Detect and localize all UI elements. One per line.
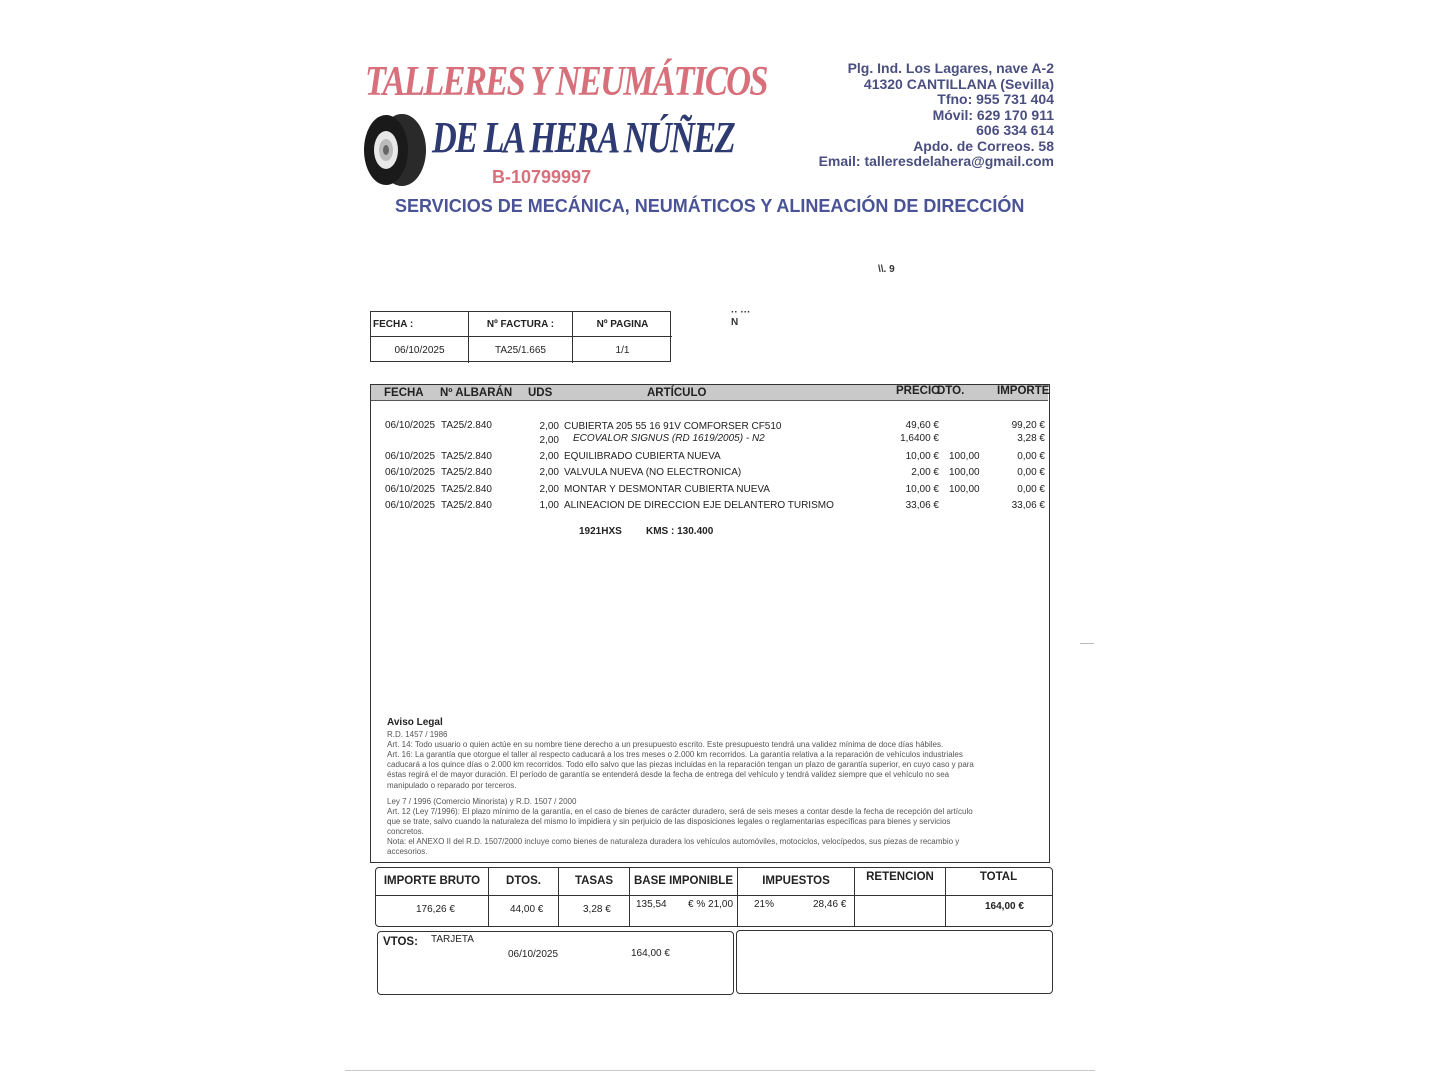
payment-date: 06/10/2025: [508, 949, 559, 960]
total-total-col: [946, 868, 1051, 926]
totals-table: [375, 867, 1053, 927]
total-header: TOTAL: [979, 871, 1018, 883]
iva-value: 28,46 €: [813, 899, 847, 910]
col-albaran: Nº ALBARÁN: [440, 387, 513, 399]
vtos-label: VTOS:: [383, 936, 418, 948]
payment-amount: 164,00 €: [631, 948, 670, 959]
legal-line: concretos.: [387, 826, 424, 836]
scan-artifact: \\. 9: [878, 264, 895, 275]
table-row: 06/10/2025 TA25/2.840 2,00 EQUILIBRADO CUBIERTA NUEVA 10,00 € 100,00 0,00 €: [385, 451, 1045, 462]
mobile-line-2: 606 334 614: [976, 122, 1054, 138]
total-impuestos-col: [738, 868, 855, 926]
address-line: 41320 CANTILLANA (Sevilla): [863, 75, 1054, 92]
legal-line: Art. 12 (Ley 7/1996): El plazo mínimo de la garantía, en el caso de bienes de carácter duradero, será de seis meses a contar desde la fecha de recepción del artículo: [387, 806, 973, 816]
col-articulo: ARTÍCULO: [647, 387, 707, 399]
company-cif: B-10799997: [492, 167, 592, 187]
legal-line: Nota: el ANEXO II del R.D. 1507/2000 incluye como bienes de naturaleza duradera los vehículos automóviles, motociclos, velocípedos, sus piezas de recambio y: [387, 837, 960, 847]
col-importe: IMPORTE: [997, 385, 1050, 397]
col-uds: UDS: [528, 387, 553, 399]
payment-method: TARJETA: [431, 934, 474, 945]
payment-due-box: [377, 931, 734, 995]
table-row: 06/10/2025 TA25/2.840 2,00 VALVULA NUEVA (NO ELECTRONICA) 2,00 € 100,00 0,00 €: [385, 467, 1045, 478]
col-dto: DTO.: [937, 385, 965, 397]
po-box-line: Apdo. de Correos. 58: [913, 137, 1054, 154]
fecha-label: FECHA :: [371, 312, 469, 337]
legal-line: caducará a los quince días o 2.000 km recorridos. Todo ello salvo que las piezas incluidas en la reparación tengan un plazo de garantía superior, en cuyo caso y para: [387, 760, 974, 770]
notes-box: [736, 930, 1053, 994]
base-value: 135,54: [636, 899, 667, 910]
vehicle-kms: KMS : 130.400: [646, 526, 714, 537]
total-bruto-col: [376, 868, 489, 926]
company-address: [819, 61, 1054, 170]
company-name-line2: DE LA HERA NÚÑEZ: [432, 113, 735, 162]
table-row: 06/10/2025 TA25/2.840 2,00 MONTAR Y DESMONTAR CUBIERTA NUEVA 10,00 € 100,00 0,00 €: [385, 484, 1045, 495]
pagina-label: Nº PAGINA: [573, 312, 672, 337]
email-line: Email: talleresdelahera@gmail.com: [818, 153, 1054, 169]
services-title: SERVICIOS DE MECÁNICA, NEUMÁTICOS Y ALINEACIÓN DE DIRECCIÓN: [395, 196, 1025, 216]
legal-line: que se trate, salvo cuando la naturaleza del mismo lo impidiera y sin perjuicio de las disposiciones legales o reglamentarias específicas para bienes y servicios: [387, 816, 951, 826]
invoice-header-table: [370, 311, 671, 362]
total-dtos-col: [489, 868, 559, 926]
lines-header: [371, 385, 1048, 401]
impuestos-header: IMPUESTOS: [762, 875, 830, 887]
dtos-header: DTOS.: [506, 875, 541, 887]
table-row: 2,00 ECOVALOR SIGNUS (RD 1619/2005) - N2 1,6400 € 3,28 €: [539, 433, 1045, 446]
invoice-lines-table: [370, 384, 1050, 863]
col-precio: PRECIO: [896, 385, 941, 397]
table-row: 06/10/2025 TA25/2.840 2,00 CUBIERTA 205 55 16 91V COMFORSER CF510 49,60 € 99,20 €: [385, 420, 1045, 432]
legal-line: accesorios.: [387, 847, 428, 857]
iva-pct: 21%: [754, 899, 775, 910]
bruto-value: 176,26 €: [416, 904, 455, 915]
bruto-header: IMPORTE BRUTO: [383, 875, 481, 887]
base-header: BASE IMPONIBLE: [633, 875, 734, 887]
legal-line: Art. 16: La garantía que otorgue el taller al respecto caducará a los tres meses o 2.000 km recorridos. La garantía relativa a la reparación de vehículos industriales: [387, 750, 963, 760]
total-tasas-col: [559, 868, 630, 926]
legal-notice: [387, 718, 1027, 857]
phone-line: Tfno: 955 731 404: [937, 91, 1054, 107]
scan-mark: [1080, 643, 1094, 644]
table-row: 06/10/2025 TA25/2.840 1,00 ALINEACION DE DIRECCION EJE DELANTERO TURISMO 33,06 € 33,06 €: [385, 500, 1045, 511]
tire-icon: [362, 112, 428, 188]
tasas-value: 3,28 €: [583, 904, 611, 915]
total-base-col: [630, 868, 738, 926]
dtos-value: 44,00 €: [510, 904, 544, 915]
vehicle-plate: 1921HXS: [579, 526, 622, 537]
scan-artifact: ·· ··· N: [731, 307, 751, 328]
legal-title: Aviso Legal: [387, 717, 443, 728]
base-pct: € % 21,00: [688, 899, 734, 910]
page-edge-line: [345, 1070, 1095, 1071]
total-retencion-col: [855, 868, 946, 926]
retencion-header: RETENCION: [866, 871, 934, 883]
factura-label: Nº FACTURA :: [469, 312, 573, 337]
tasas-header: TASAS: [574, 875, 614, 887]
legal-line: Art. 14: Todo usuario o quien actúe en su nombre tiene derecho a un presupuesto escrito. Este presupuesto tendrá una validez mínima de doce días hábiles.: [387, 740, 944, 750]
legal-line: Ley 7 / 1996 (Comercio Minorista) y R.D. 1507 / 2000: [387, 796, 577, 806]
pagina-value: 1/1: [615, 344, 630, 356]
legal-line: éstas regirá el de mayor duración. El período de garantía se entenderá desde la fecha de entrega del vehículo y tendrá validez siempre que el vehículo no sea: [387, 770, 950, 780]
legal-line: manipulado o reparado por terceros.: [387, 780, 517, 790]
legal-line: R.D. 1457 / 1986: [387, 730, 448, 740]
factura-value: TA25/1.665: [469, 337, 573, 363]
fecha-value: 06/10/2025: [371, 337, 469, 363]
company-name-line1: TALLERES Y NEUMÁTICOS: [365, 59, 767, 105]
total-value: 164,00 €: [985, 901, 1024, 912]
address-line: Plg. Ind. Los Lagares, nave A-2: [847, 60, 1054, 76]
col-fecha: FECHA: [384, 387, 424, 399]
mobile-line: Móvil: 629 170 911: [932, 106, 1054, 123]
